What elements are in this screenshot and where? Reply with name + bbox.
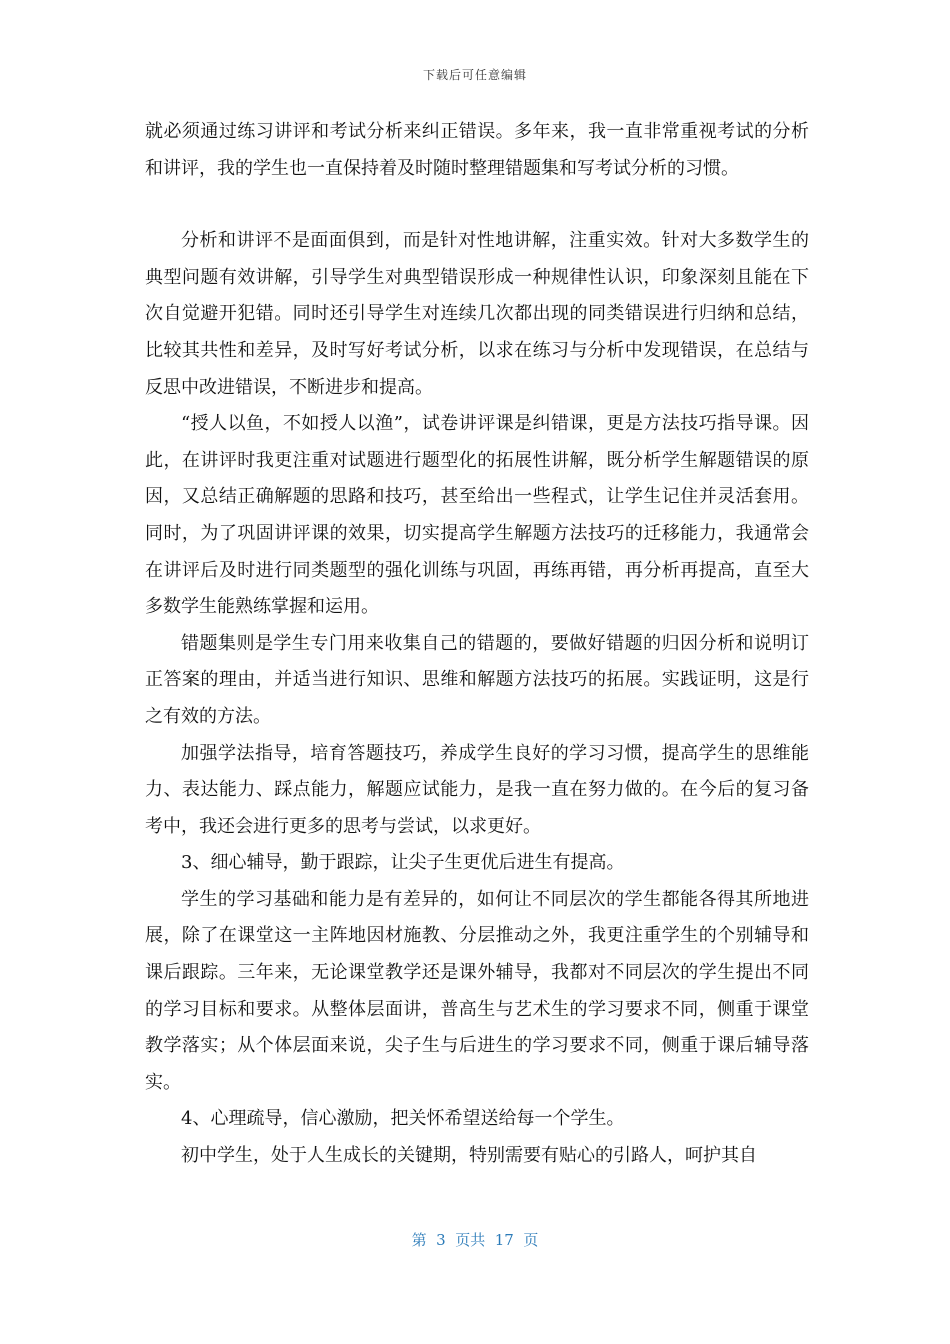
section-heading-4: 4、心理疏导，信心激励，把关怀希望送给每一个学生。 xyxy=(181,1108,625,1130)
document-body xyxy=(145,114,809,1175)
paragraph-method: “授人以鱼，不如授人以渔”，试卷讲评课是纠错课，更是方法技巧指导课。因此，在讲评时我更注重对试题进行题型化的拓展性讲解，既分析学生解题错误的原因，又总结正确解题的思路和技巧，甚至给出一些程式，让学生记住并灵活套用。同时，为了巩固讲评课的效果，切实提高学生解题方法技巧的迁移能力，我通常会在讲评后及时进行同类题型的强化训练与巩固，再练再错，再分析再提高，直至大多数学生能熟练掌握和运用。 xyxy=(145,413,809,618)
paragraph-analysis: 分析和讲评不是面面俱到，而是针对性地讲解，注重实效。针对大多数学生的典型问题有效讲解，引导学生对典型错误形成一种规律性认识，印象深刻且能在下次自觉避开犯错。同时还引导学生对连续几次都出现的同类错误进行归纳和总结，比较其共性和差异，及时写好考试分析，以求在练习与分析中发现错误，在总结与反思中改进错误，不断进步和提高。 xyxy=(145,230,809,398)
page-number-footer: 第 3 页共 17 页 xyxy=(411,1231,539,1249)
paragraph-continuation: 就必须通过练习讲评和考试分析来纠正错误。多年来，我一直非常重视考试的分析和讲评，我的学生也一直保持着及时随时整理错题集和写考试分析的习惯。 xyxy=(145,121,809,179)
paragraph-error-collection: 错题集则是学生专门用来收集自己的错题的，要做好错题的归因分析和说明订正答案的理由，并适当进行知识、思维和解题方法技巧的拓展。实践证明，这是行之有效的方法。 xyxy=(145,632,809,727)
paragraph-tutoring: 学生的学习基础和能力是有差异的，如何让不同层次的学生都能各得其所地进展，除了在课堂这一主阵地因材施教、分层推动之外，我更注重学生的个别辅导和课后跟踪。三年来，无论课堂教学还是课外辅导，我都对不同层次的学生提出不同的学习目标和要求。从整体层面讲，普高生与艺术生的学习要求不同，侧重于课堂教学落实；从个体层面来说，尖子生与后进生的学习要求不同，侧重于课后辅导落实。 xyxy=(145,888,809,1093)
paragraph-study-guidance: 加强学法指导，培育答题技巧，养成学生良好的学习习惯，提高学生的思维能力、表达能力、踩点能力，解题应试能力，是我一直在努力做的。在今后的复习备考中，我还会进行更多的思考与尝试，以求更好。 xyxy=(145,742,809,837)
section-heading-3: 3、细心辅导，勤于跟踪，让尖子生更优后进生有提高。 xyxy=(181,852,625,874)
page-header-note: 下载后可任意编辑 xyxy=(422,68,527,82)
paragraph-psychology: 初中学生，处于人生成长的关键期，特别需要有贴心的引路人，呵护其自 xyxy=(181,1145,757,1167)
